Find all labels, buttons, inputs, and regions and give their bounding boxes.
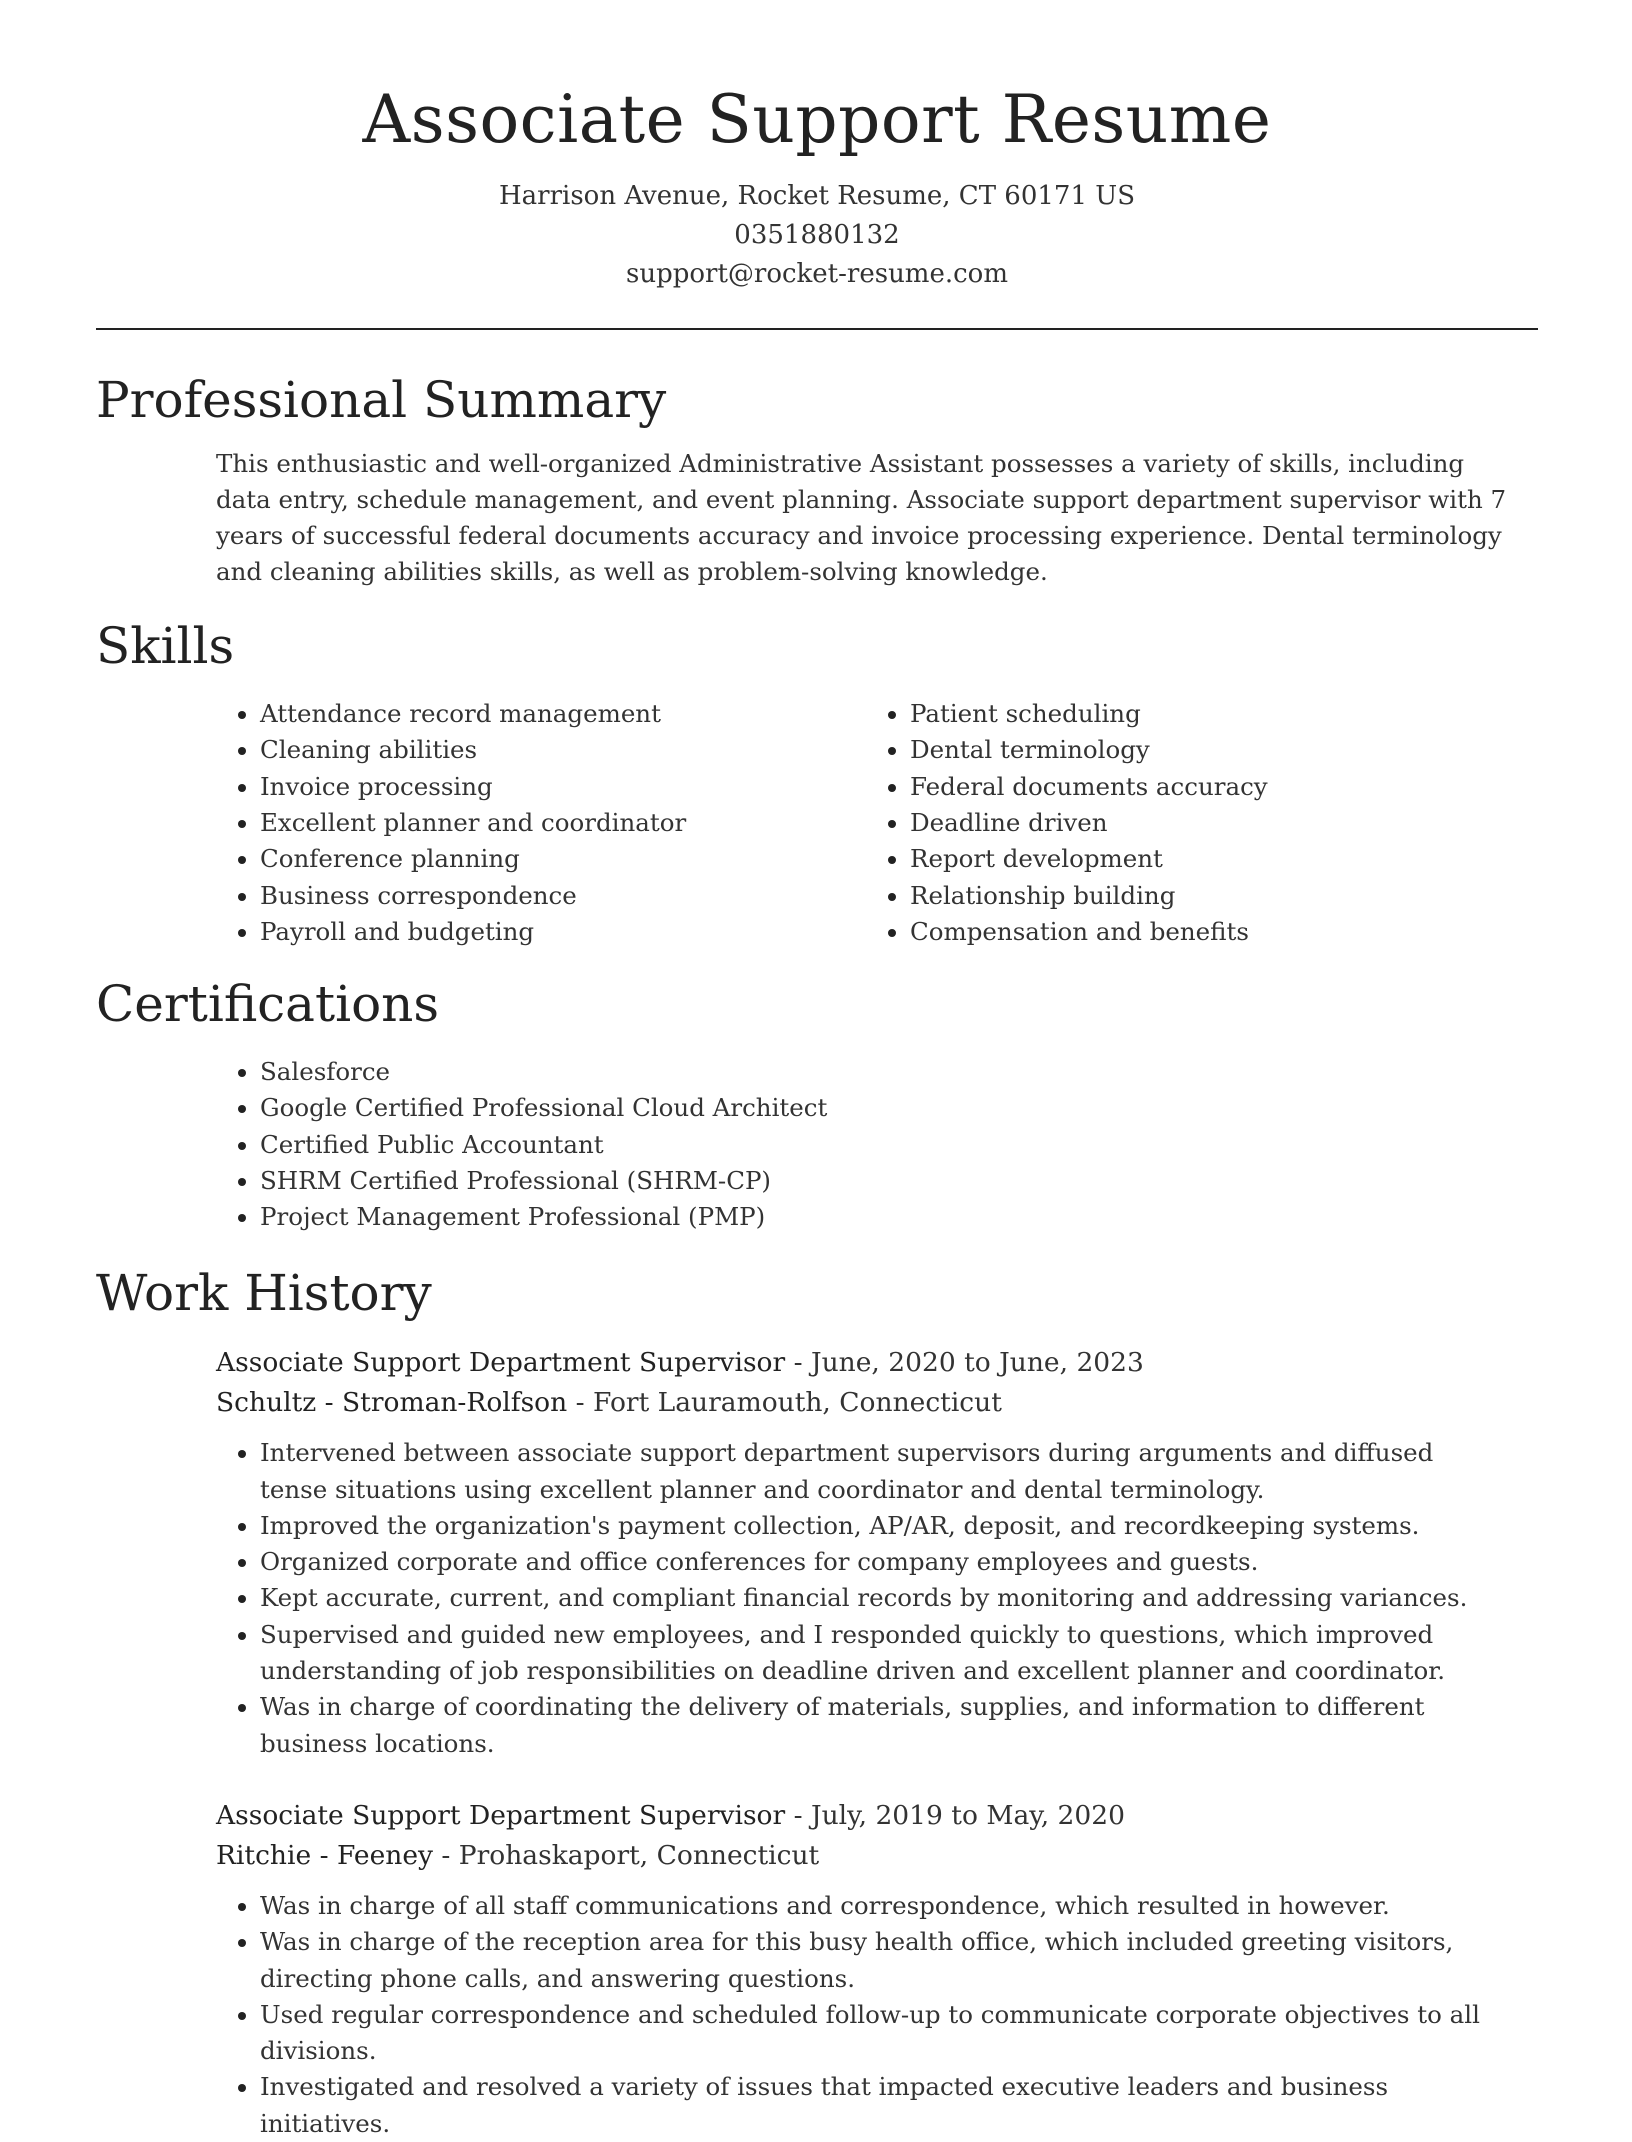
skill-item: • Federal documents accuracy xyxy=(910,769,1516,805)
job-bullet: • Was in charge of all staff communications and correspondence, which resulted in however. xyxy=(260,1888,1508,1924)
skill-item: • Patient scheduling xyxy=(910,696,1516,732)
job-bullet: • Organized corporate and office conferences for company employees and guests. xyxy=(260,1544,1508,1580)
resume-header xyxy=(96,80,1538,294)
header-divider xyxy=(96,328,1538,330)
skill-item: • Relationship building xyxy=(910,878,1516,914)
skill-item: • Dental terminology xyxy=(910,732,1516,768)
resume-page xyxy=(96,80,1538,2142)
job-bullet: • Kept accurate, current, and compliant financial records by monitoring and addressing variances. xyxy=(260,1580,1508,1616)
skills-heading: Skills xyxy=(96,617,235,676)
skill-item: • Compensation and benefits xyxy=(910,914,1516,950)
contact-block xyxy=(96,177,1538,294)
resume-title: Associate Support Resume xyxy=(362,81,1272,158)
job-location: - Fort Lauramouth, Connecticut xyxy=(567,1387,1002,1419)
certification-item: • Salesforce xyxy=(260,1054,1538,1090)
job-dates: - June, 2020 to June, 2023 xyxy=(785,1347,1144,1379)
job-title: Associate Support Department Supervisor xyxy=(216,1347,786,1379)
skill-item: • Deadline driven xyxy=(910,805,1516,841)
job-title: Associate Support Department Supervisor xyxy=(216,1799,786,1831)
job-bullet: • Intervened between associate support department supervisors during arguments and diffused tense situations using excellent planner and coordinator and dental terminology. xyxy=(260,1435,1508,1508)
skill-item: • Report development xyxy=(910,841,1516,877)
contact-email: support@rocket-resume.com xyxy=(625,259,1008,290)
certification-item: • SHRM Certified Professional (SHRM-CP) xyxy=(260,1163,1538,1199)
certifications-list xyxy=(216,1054,1538,1235)
skill-item: • Payroll and budgeting xyxy=(260,914,866,950)
job-bullet: • Used regular correspondence and scheduled follow-up to communicate corporate objectives to all divisions. xyxy=(260,1997,1508,2070)
skill-item: • Excellent planner and coordinator xyxy=(260,805,866,841)
job-bullet: • Investigated and resolved a variety of issues that impacted executive leaders and business initiatives. xyxy=(260,2069,1508,2142)
certification-item: • Project Management Professional (PMP) xyxy=(260,1199,1538,1235)
summary-text: This enthusiastic and well-organized Administrative Assistant possesses a variety of skills, including data entry, schedule management, and event planning. Associate support department supervisor with 7 years of successful federal documents accuracy and invoice processing experience. Dental terminology and cleaning abilities skills, as well as problem-solving knowledge. xyxy=(216,449,1507,587)
certification-item: • Google Certified Professional Cloud Architect xyxy=(260,1090,1538,1126)
job-bullet: • Supervised and guided new employees, and I responded quickly to questions, which improved understanding of job responsibilities on deadline driven and excellent planner and coordinator. xyxy=(260,1617,1508,1690)
job-bullet: • Was in charge of coordinating the delivery of materials, supplies, and information to different business locations. xyxy=(260,1689,1508,1762)
job-bullet-list xyxy=(216,1888,1538,2142)
work-history-heading: Work History xyxy=(96,1264,432,1323)
job-company: Schultz - Stroman-Rolfson xyxy=(216,1387,568,1419)
certifications-heading: Certifications xyxy=(96,975,440,1034)
contact-address: Harrison Avenue, Rocket Resume, CT 60171 US xyxy=(498,181,1136,212)
job-bullet-list xyxy=(216,1435,1538,1762)
job-title-line xyxy=(216,1796,1538,1836)
skill-item: • Conference planning xyxy=(260,841,866,877)
job-entry xyxy=(216,1796,1538,2142)
skills-column-left xyxy=(216,696,866,950)
skill-item: • Cleaning abilities xyxy=(260,732,866,768)
job-company-line xyxy=(216,1383,1538,1423)
job-company-line xyxy=(216,1836,1538,1876)
skills-column-right xyxy=(866,696,1516,950)
skills-grid xyxy=(216,696,1538,950)
job-bullet: • Improved the organization's payment collection, AP/AR, deposit, and recordkeeping systems. xyxy=(260,1508,1508,1544)
job-location: - Prohaskaport, Connecticut xyxy=(432,1839,820,1871)
contact-phone: 0351880132 xyxy=(734,220,900,251)
skill-item: • Business correspondence xyxy=(260,878,866,914)
skill-item: • Invoice processing xyxy=(260,769,866,805)
job-dates: - July, 2019 to May, 2020 xyxy=(785,1799,1126,1831)
summary-heading: Professional Summary xyxy=(96,371,667,430)
job-title-line xyxy=(216,1343,1538,1383)
certification-item: • Certified Public Accountant xyxy=(260,1127,1538,1163)
job-bullet: • Was in charge of the reception area for this busy health office, which included greeting visitors, directing phone calls, and answering questions. xyxy=(260,1924,1508,1997)
job-entry xyxy=(216,1343,1538,1762)
skill-item: • Attendance record management xyxy=(260,696,866,732)
job-company: Ritchie - Feeney xyxy=(216,1839,433,1871)
